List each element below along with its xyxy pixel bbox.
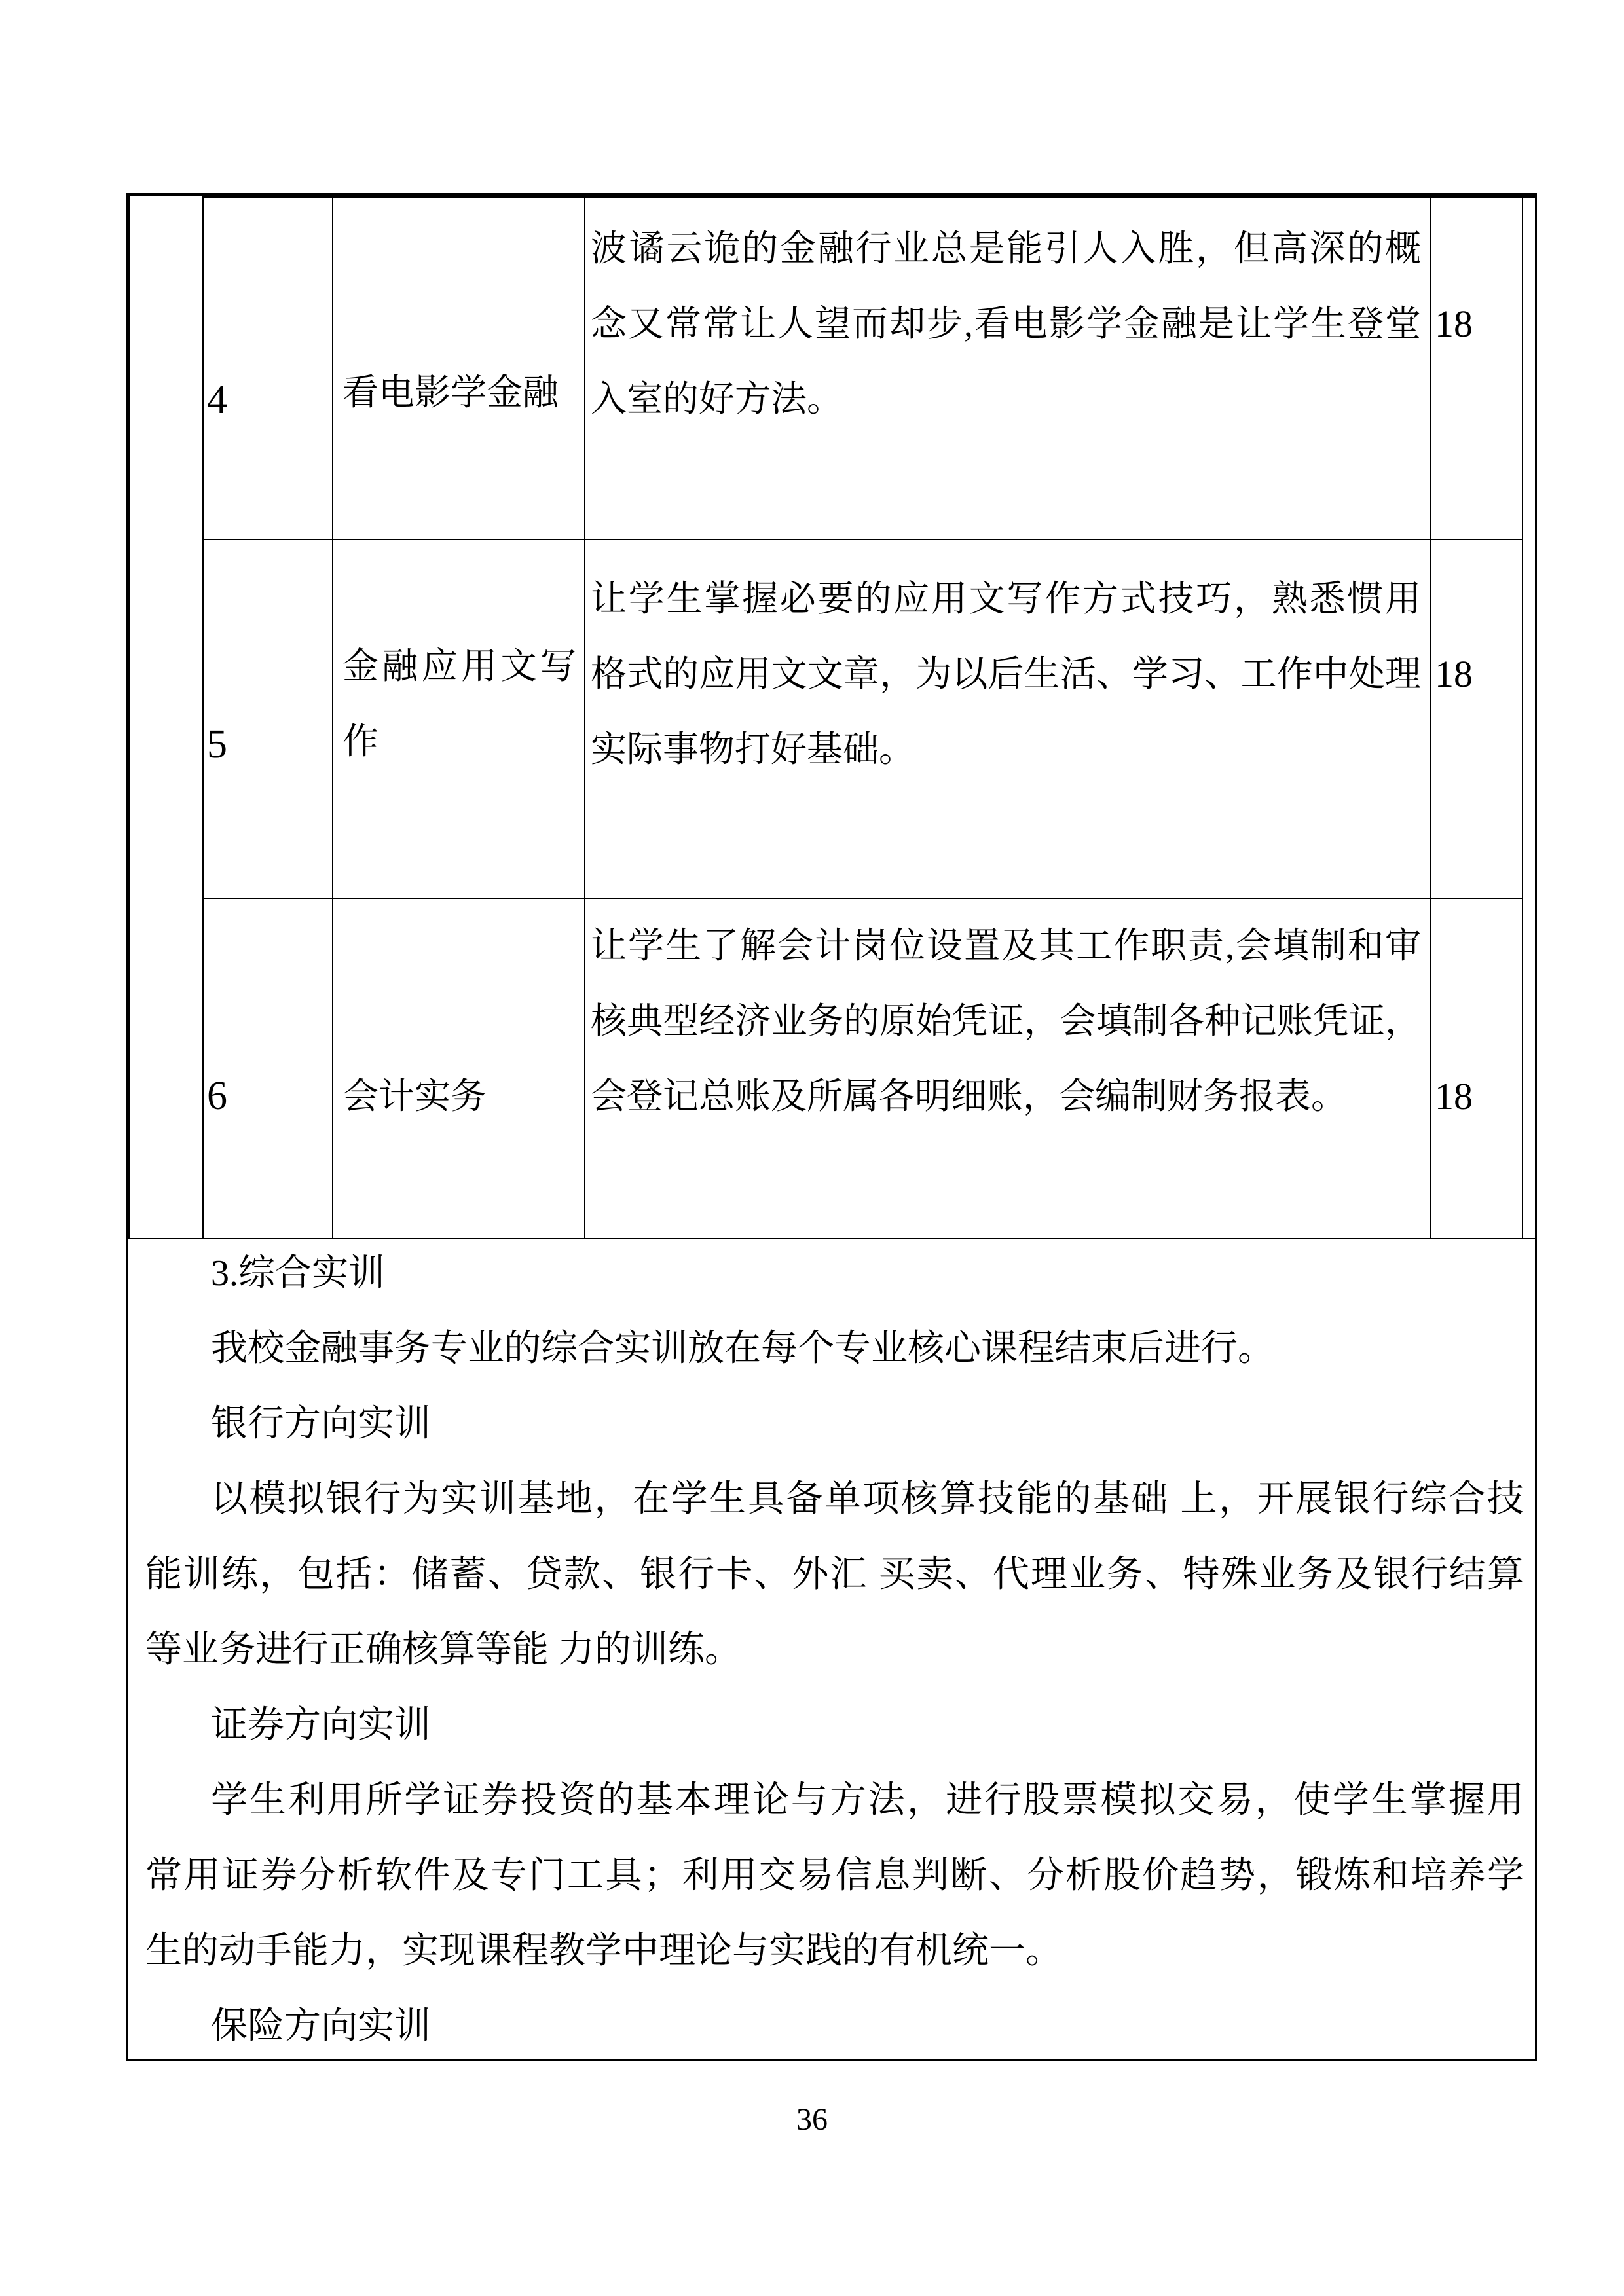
left-spacer-cell [129,196,203,1239]
course-desc-line: 念又常常让人望而却步,看电影学金融是让学生登堂 [591,304,1421,344]
course-desc-line: 实际事物打好基础。 [591,729,915,769]
paragraph-line: 生的动手能力，实现课程教学中理论与实践的有机统一。 [145,1931,1062,1971]
course-hours: 18 [1435,302,1473,345]
course-desc-line: 让学生了解会计岗位设置及其工作职责,会填制和审 [591,926,1421,966]
paragraph-line: 常用证券分析软件及专门工具；利用交易信息判断、分析股价趋势，锻炼和培养学 [145,1855,1524,1896]
course-name-cell [333,196,585,539]
table-row [129,196,1536,539]
course-name-line: 作 [342,721,379,761]
right-spacer-cell [1522,196,1536,1239]
paragraph-line: 以模拟银行为实训基地，在学生具备单项核算技能的基础 上，开展银行综合技 [211,1479,1524,1520]
course-table [128,195,1536,1239]
course-desc-line: 格式的应用文文章，为以后生活、学习、工作中处理 [591,654,1421,694]
paragraph-line: 证券方向实训 [211,1705,431,1745]
row-number-cell [203,539,333,898]
course-name-cell [333,898,585,1239]
table-row [129,539,1536,898]
paragraph-line: 能训练，包括：储蓄、贷款、银行卡、外汇 买卖、代理业务、特殊业务及银行结算 [145,1554,1524,1595]
course-desc-line: 入室的好方法。 [591,379,843,419]
page-number: 36 [796,2102,828,2137]
course-hours: 18 [1435,653,1473,695]
course-hours-cell [1431,898,1522,1239]
row-number: 5 [207,722,227,767]
paragraph-line: 学生利用所学证券投资的基本理论与方法，进行股票模拟交易，使学生掌握用 [211,1780,1524,1821]
course-desc-line: 核典型经济业务的原始凭证，会填制各种记账凭证， [591,1001,1421,1041]
table-row [129,898,1536,1239]
paragraph-line: 银行方向实训 [211,1404,431,1444]
content-frame [126,193,1537,2061]
row-number-cell [203,196,333,539]
row-number: 4 [207,378,227,422]
paragraph-line: 保险方向实训 [211,2006,431,2047]
course-name-line: 金融应用文写 [342,646,576,686]
table-top-thick-rule [202,193,1537,198]
course-hours-cell [1431,539,1522,898]
course-desc-cell [585,196,1431,539]
course-hours: 18 [1435,1075,1473,1118]
row-number-cell [203,898,333,1239]
course-name-cell [333,539,585,898]
course-hours-cell [1431,196,1522,539]
paragraph-line: 等业务进行正确核算等能 力的训练。 [145,1630,741,1670]
row-number: 6 [207,1074,227,1118]
course-desc-cell [585,539,1431,898]
course-desc-line: 让学生掌握必要的应用文写作方式技巧，熟悉惯用 [591,579,1421,619]
course-name: 看电影学金融 [342,373,559,412]
course-desc-cell [585,898,1431,1239]
body-text [128,1236,1535,2064]
course-name: 会计实务 [342,1076,487,1116]
paragraph-line: 我校金融事务专业的综合实训放在每个专业核心课程结束后进行。 [211,1328,1274,1369]
course-desc-line: 波谲云诡的金融行业总是能引人入胜，但高深的概 [591,228,1421,268]
course-desc-line: 会登记总账及所属各明细账，会编制财务报表。 [591,1076,1348,1116]
paragraph-line: 3.综合实训 [211,1253,385,1294]
